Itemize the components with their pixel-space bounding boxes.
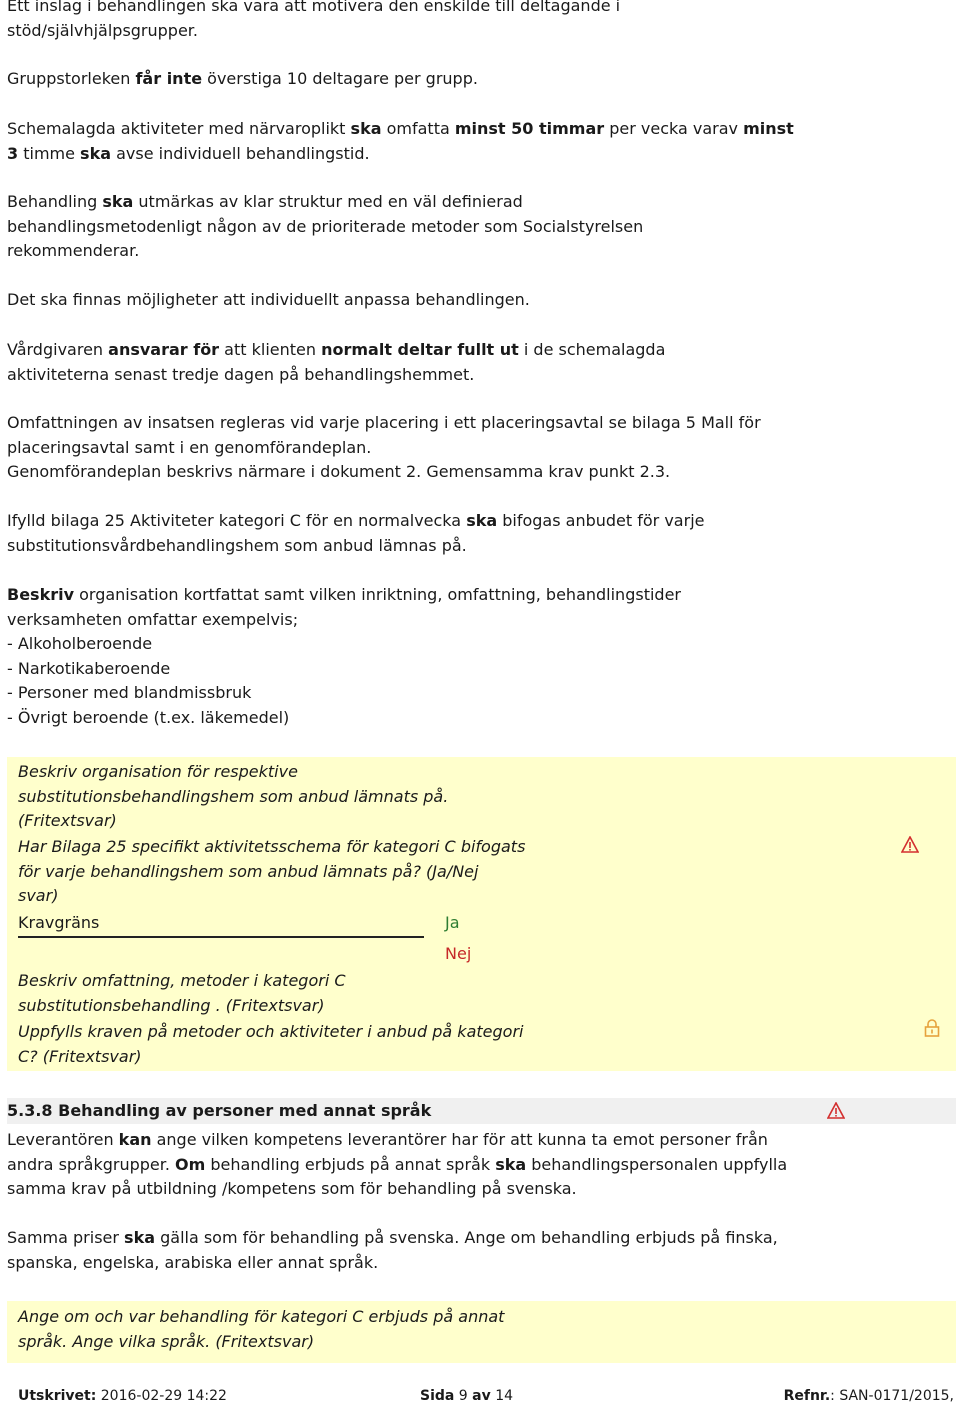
paragraph: Gruppstorleken får inte överstiga 10 deltagare per grupp. [7,69,478,88]
question-organisation[interactable]: Beskriv organisation för respektive substitutionsbehandlingshem som anbud lämnats på. (Fritextsvar) [18,762,449,830]
footer-reference: Refnr.: SAN-0171/2015, [783,1388,954,1404]
paragraph: Omfattningen av insatsen regleras vid varje placering i ett placeringsavtal se bilaga 5 Mall för placeringsavtal samt i en genomförandeplan. Genomförandeplan beskrivs närmare i dokument 2. Gemensamma krav punkt 2.3. [7,413,761,481]
list-item: - Alkoholberoende [7,634,153,653]
list-item: - Narkotikaberoende [7,658,171,678]
question-scope-methods[interactable]: Beskriv omfattning, metoder i kategori C substitutionsbehandling . (Fritextsvar) [18,971,346,1015]
paragraph: Behandling ska utmärkas av klar struktur med en väl definierad behandlingsmetodenligt någon av de prioriterade metoder som Socialstyrelsen rekommenderar. [7,192,644,260]
list-item: - Personer med blandmissbruk [7,683,252,702]
paragraph: Schemalagda aktiviteter med närvaroplikt ska omfatta minst 50 timmar per vecka varav minst 3 timme ska avse individuell behandlingstid. [7,119,794,163]
paragraph: Vårdgivaren ansvarar för att klienten normalt deltar fullt ut i de schemalagda aktiviteterna senast tredje dagen på behandlingshemmet. [7,340,666,384]
question-activity-schedule[interactable]: Har Bilaga 25 specifikt aktivitetsschema för kategori C bifogats för varje behandlingshem som anbud lämnats på? (Ja/Nej svar) [18,837,526,905]
paragraph: Ifylld bilaga 25 Aktiviteter kategori C för en normalvecka ska bifogas anbudet för varje substitutionsvårdbehandlingshem som anbud lämnas på. [7,511,705,555]
paragraph: Leverantören kan ange vilken kompetens leverantörer har för att kunna ta emot personer från andra språkgrupper. Om behandling erbjuds på annat språk ska behandlingspersonalen uppfylla samma krav på utbildning /kompetens som för behandling på svenska. [7,1130,788,1198]
lock-icon [923,1019,941,1037]
answer-ja[interactable]: Ja [445,913,460,932]
answer-box [7,1301,956,1363]
krav-threshold-label: Kravgräns [18,913,100,932]
paragraph: Beskriv organisation kortfattat samt vilken inriktning, omfattning, behandlingstider verksamheten omfattar exempelvis; - Alkoholberoende - Narkotikaberoende - Personer med blandmissbruk - Övrigt beroende (t.ex. läkemedel) [7,583,737,730]
question-language[interactable]: Ange om och var behandling för kategori C erbjuds på annat språk. Ange vilka språk. (Fritextsvar) [18,1307,505,1351]
warning-icon [827,1102,845,1120]
warning-icon [901,836,919,854]
answer-box [7,757,956,1071]
paragraph: Ett inslag i behandlingen ska vara att motivera den enskilde till deltagande i stöd/självhjälpsgrupper. [7,0,621,40]
krav-threshold-line [18,936,424,938]
list-item: - Övrigt beroende (t.ex. läkemedel) [7,707,290,727]
answer-nej[interactable]: Nej [445,944,472,963]
document-body [7,0,954,43]
section-heading: 5.3.8 Behandling av personer med annat språk [7,1098,956,1124]
footer-printed: Utskrivet: 2016-02-29 14:22 [18,1388,227,1404]
paragraph: Det ska finnas möjligheter att individuellt anpassa behandlingen. [7,290,530,309]
paragraph: Samma priser ska gälla som för behandling på svenska. Ange om behandling erbjuds på finska, spanska, engelska, arabiska eller annat språk. [7,1228,778,1272]
question-requirements-fulfilled[interactable]: Uppfylls kraven på metoder och aktiviteter i anbud på kategori C? (Fritextsvar) [18,1022,524,1066]
footer-page-number: Sida 9 av 14 [420,1388,514,1404]
